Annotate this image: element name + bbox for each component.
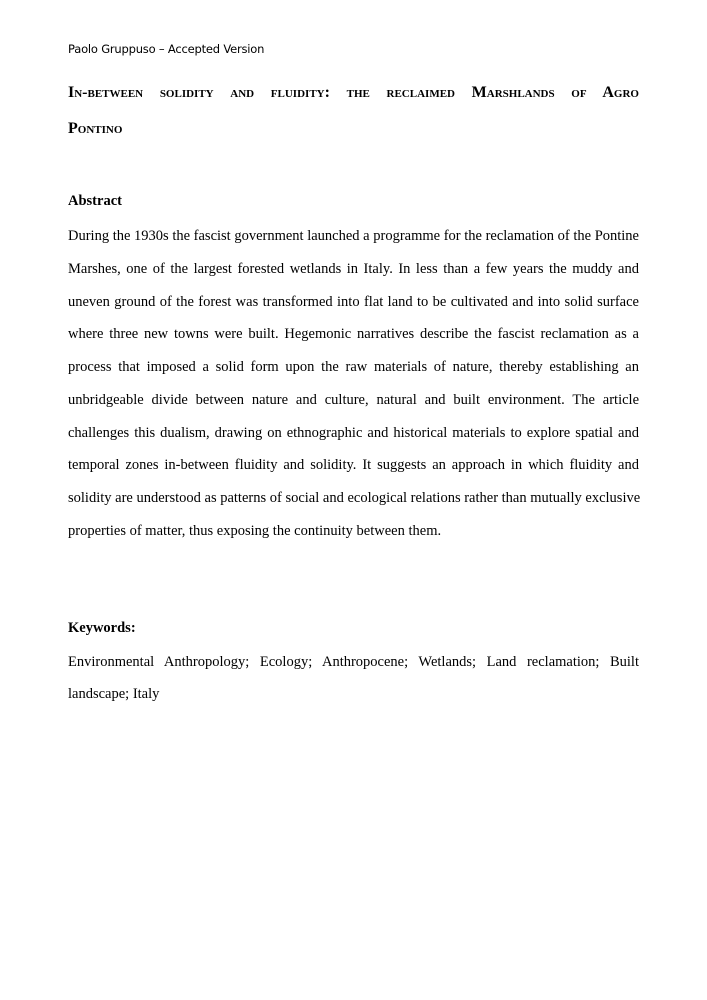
abstract-line: properties of matter, thus exposing the continuity between them. bbox=[68, 523, 442, 539]
keywords-line: landscape; Italy bbox=[68, 686, 160, 702]
keywords-heading: Keywords: bbox=[68, 620, 136, 636]
abstract-line: where three new towns were built. Hegemonic narratives describe the fascist reclamation as a bbox=[68, 326, 639, 342]
keywords-line: Environmental Anthropology; Ecology; Anthropocene; Wetlands; Land reclamation; Built bbox=[68, 654, 639, 670]
abstract-heading: Abstract bbox=[68, 193, 122, 209]
abstract-line: During the 1930s the fascist government launched a programme for the reclamation of the Pontine bbox=[68, 228, 639, 244]
running-header: Paolo Gruppuso – Accepted Version bbox=[68, 42, 265, 56]
abstract-line: Marshes, one of the largest forested wetlands in Italy. In less than a few years the muddy and bbox=[68, 261, 639, 277]
paper-title-line-1: In-between solidity and fluidity: the reclaimed Marshlands of Agro bbox=[68, 84, 639, 101]
abstract-line: temporal zones in-between fluidity and solidity. It suggests an approach in which fluidity and bbox=[68, 457, 639, 473]
abstract-line: process that imposed a solid form upon the raw materials of nature, thereby establishing an bbox=[68, 359, 639, 375]
abstract-line: challenges this dualism, drawing on ethnographic and historical materials to explore spatial and bbox=[68, 425, 639, 441]
paper-title-line-2: Pontino bbox=[68, 120, 123, 137]
abstract-line: uneven ground of the forest was transformed into flat land to be cultivated and into solid surface bbox=[68, 294, 639, 310]
abstract-line: solidity are understood as patterns of social and ecological relations rather than mutually exclusive bbox=[68, 490, 641, 506]
abstract-line: unbridgeable divide between nature and culture, natural and built environment. The article bbox=[68, 392, 639, 408]
